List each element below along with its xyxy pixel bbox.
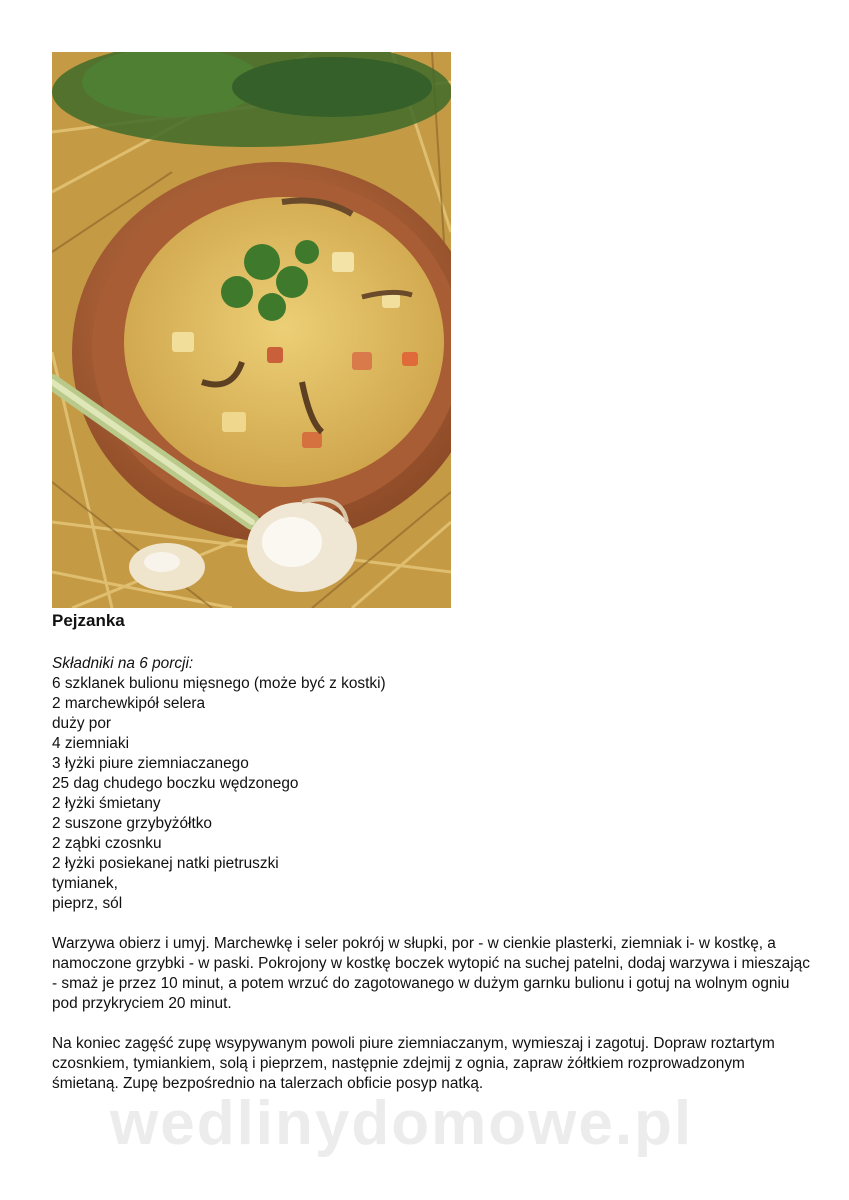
site-watermark: wedlinydomowe.pl bbox=[110, 1089, 694, 1158]
ingredient-item: 2 łyżki śmietany bbox=[52, 795, 161, 812]
soup-photo bbox=[52, 52, 451, 608]
ingredient-item: pieprz, sól bbox=[52, 895, 123, 912]
ingredient-item: tymianek, bbox=[52, 875, 118, 892]
instructions-paragraph: Warzywa obierz i umyj. Marchewkę i seler pokrój w słupki, por - w cienkie plasterki, ziemniak i- w kostkę, a namoczone grzybki - w paski. Pokrojony w kostkę boczek wytopić na suchej patelni, dodaj warzywa i mieszając - smaż je przez 10 minut, a potem wrzuć do zagotowanego w dużym garnku bulionu i gotuj na wolnym ogniu pod przykryciem 20 minut. bbox=[52, 935, 810, 1012]
ingredient-item: 2 łyżki posiekanej natki pietruszki bbox=[52, 855, 279, 872]
ingredient-item: 6 szklanek bulionu mięsnego (może być z kostki) bbox=[52, 675, 386, 692]
ingredient-item: 4 ziemniaki bbox=[52, 735, 129, 752]
ingredient-item: 2 ząbki czosnku bbox=[52, 835, 162, 852]
ingredient-item: 2 suszone grzybyżółtko bbox=[52, 815, 212, 832]
ingredients-list bbox=[52, 674, 812, 914]
soup-bowl-illustration bbox=[52, 52, 451, 608]
recipe-content bbox=[52, 654, 812, 1094]
instructions-paragraph: Na koniec zagęść zupę wsypywanym powoli piure ziemniaczanym, wymieszaj i zagotuj. Dopraw roztartym czosnkiem, tymiankiem, solą i pieprzem, następnie zdejmij z ognia, zapraw żółtkiem rozprowadzonym śmietaną. Zupę bezpośrednio na talerzach obficie posyp natką. bbox=[52, 1035, 775, 1092]
ingredient-item: duży por bbox=[52, 715, 112, 732]
recipe-title: Pejzanka bbox=[52, 611, 125, 630]
ingredient-item: 25 dag chudego boczku wędzonego bbox=[52, 775, 299, 792]
ingredient-item: 3 łyżki piure ziemniaczanego bbox=[52, 755, 249, 772]
ingredients-heading: Składniki na 6 porcji: bbox=[52, 655, 194, 672]
ingredient-item: 2 marchewkipół selera bbox=[52, 695, 206, 712]
